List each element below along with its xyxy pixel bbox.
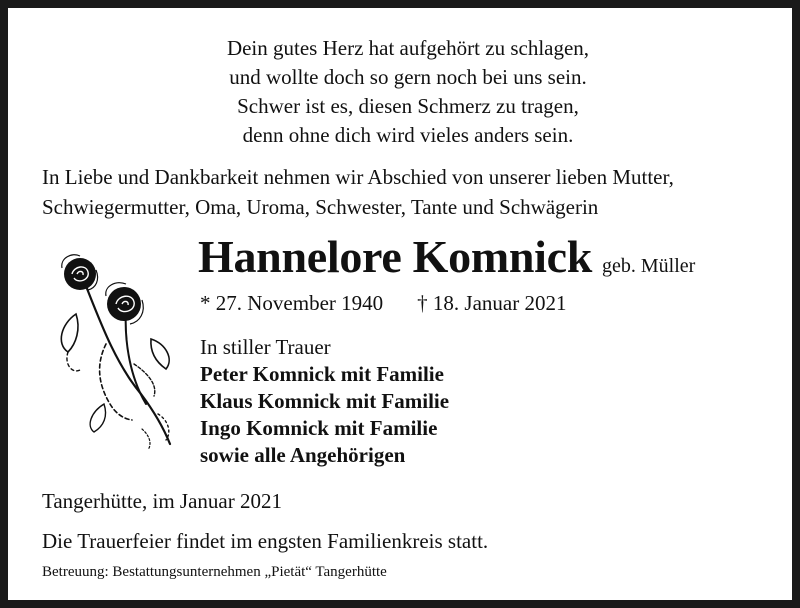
mourners-heading: In stiller Trauer xyxy=(200,335,331,359)
poem-line: Schwer ist es, diesen Schmerz zu tragen, xyxy=(237,94,579,118)
mourner-line: Ingo Komnick mit Familie xyxy=(200,416,438,440)
birth-name: geb. Müller xyxy=(602,255,696,277)
mourner-line: Klaus Komnick mit Familie xyxy=(200,389,450,413)
poem-line: und wollte doch so gern noch bei uns sein. xyxy=(229,65,587,89)
life-dates xyxy=(200,291,566,316)
deceased-name: Hannelore Komnick xyxy=(198,231,593,282)
place-date: Tangerhütte, im Januar 2021 xyxy=(42,489,282,513)
funeral-home-note: Betreuung: Bestattungsunternehmen „Pietät“ Tangerhütte xyxy=(42,564,387,580)
mourner-line: Peter Komnick mit Familie xyxy=(200,362,444,386)
mourners-list xyxy=(200,334,449,469)
birth-date: * 27. November 1940 xyxy=(200,291,384,315)
rose-illustration-icon xyxy=(46,244,186,454)
poem-line: Dein gutes Herz hat aufgehört zu schlagen, xyxy=(226,36,590,60)
mourner-line: sowie alle Angehörigen xyxy=(200,443,406,467)
death-date: † 18. Januar 2021 xyxy=(417,291,567,315)
intro-text xyxy=(42,162,782,222)
poem-line: denn ohne dich wird vieles anders sein. xyxy=(242,123,574,147)
intro-line: Schwiegermutter, Oma, Uroma, Schwester, Tante und Schwägerin xyxy=(42,195,599,219)
intro-line: In Liebe und Dankbarkeit nehmen wir Abschied von unserer lieben Mutter, xyxy=(42,165,674,189)
ceremony-note: Die Trauerfeier findet im engsten Familienkreis statt. xyxy=(42,529,489,553)
deceased-name-row xyxy=(198,230,695,283)
poem xyxy=(8,34,800,150)
